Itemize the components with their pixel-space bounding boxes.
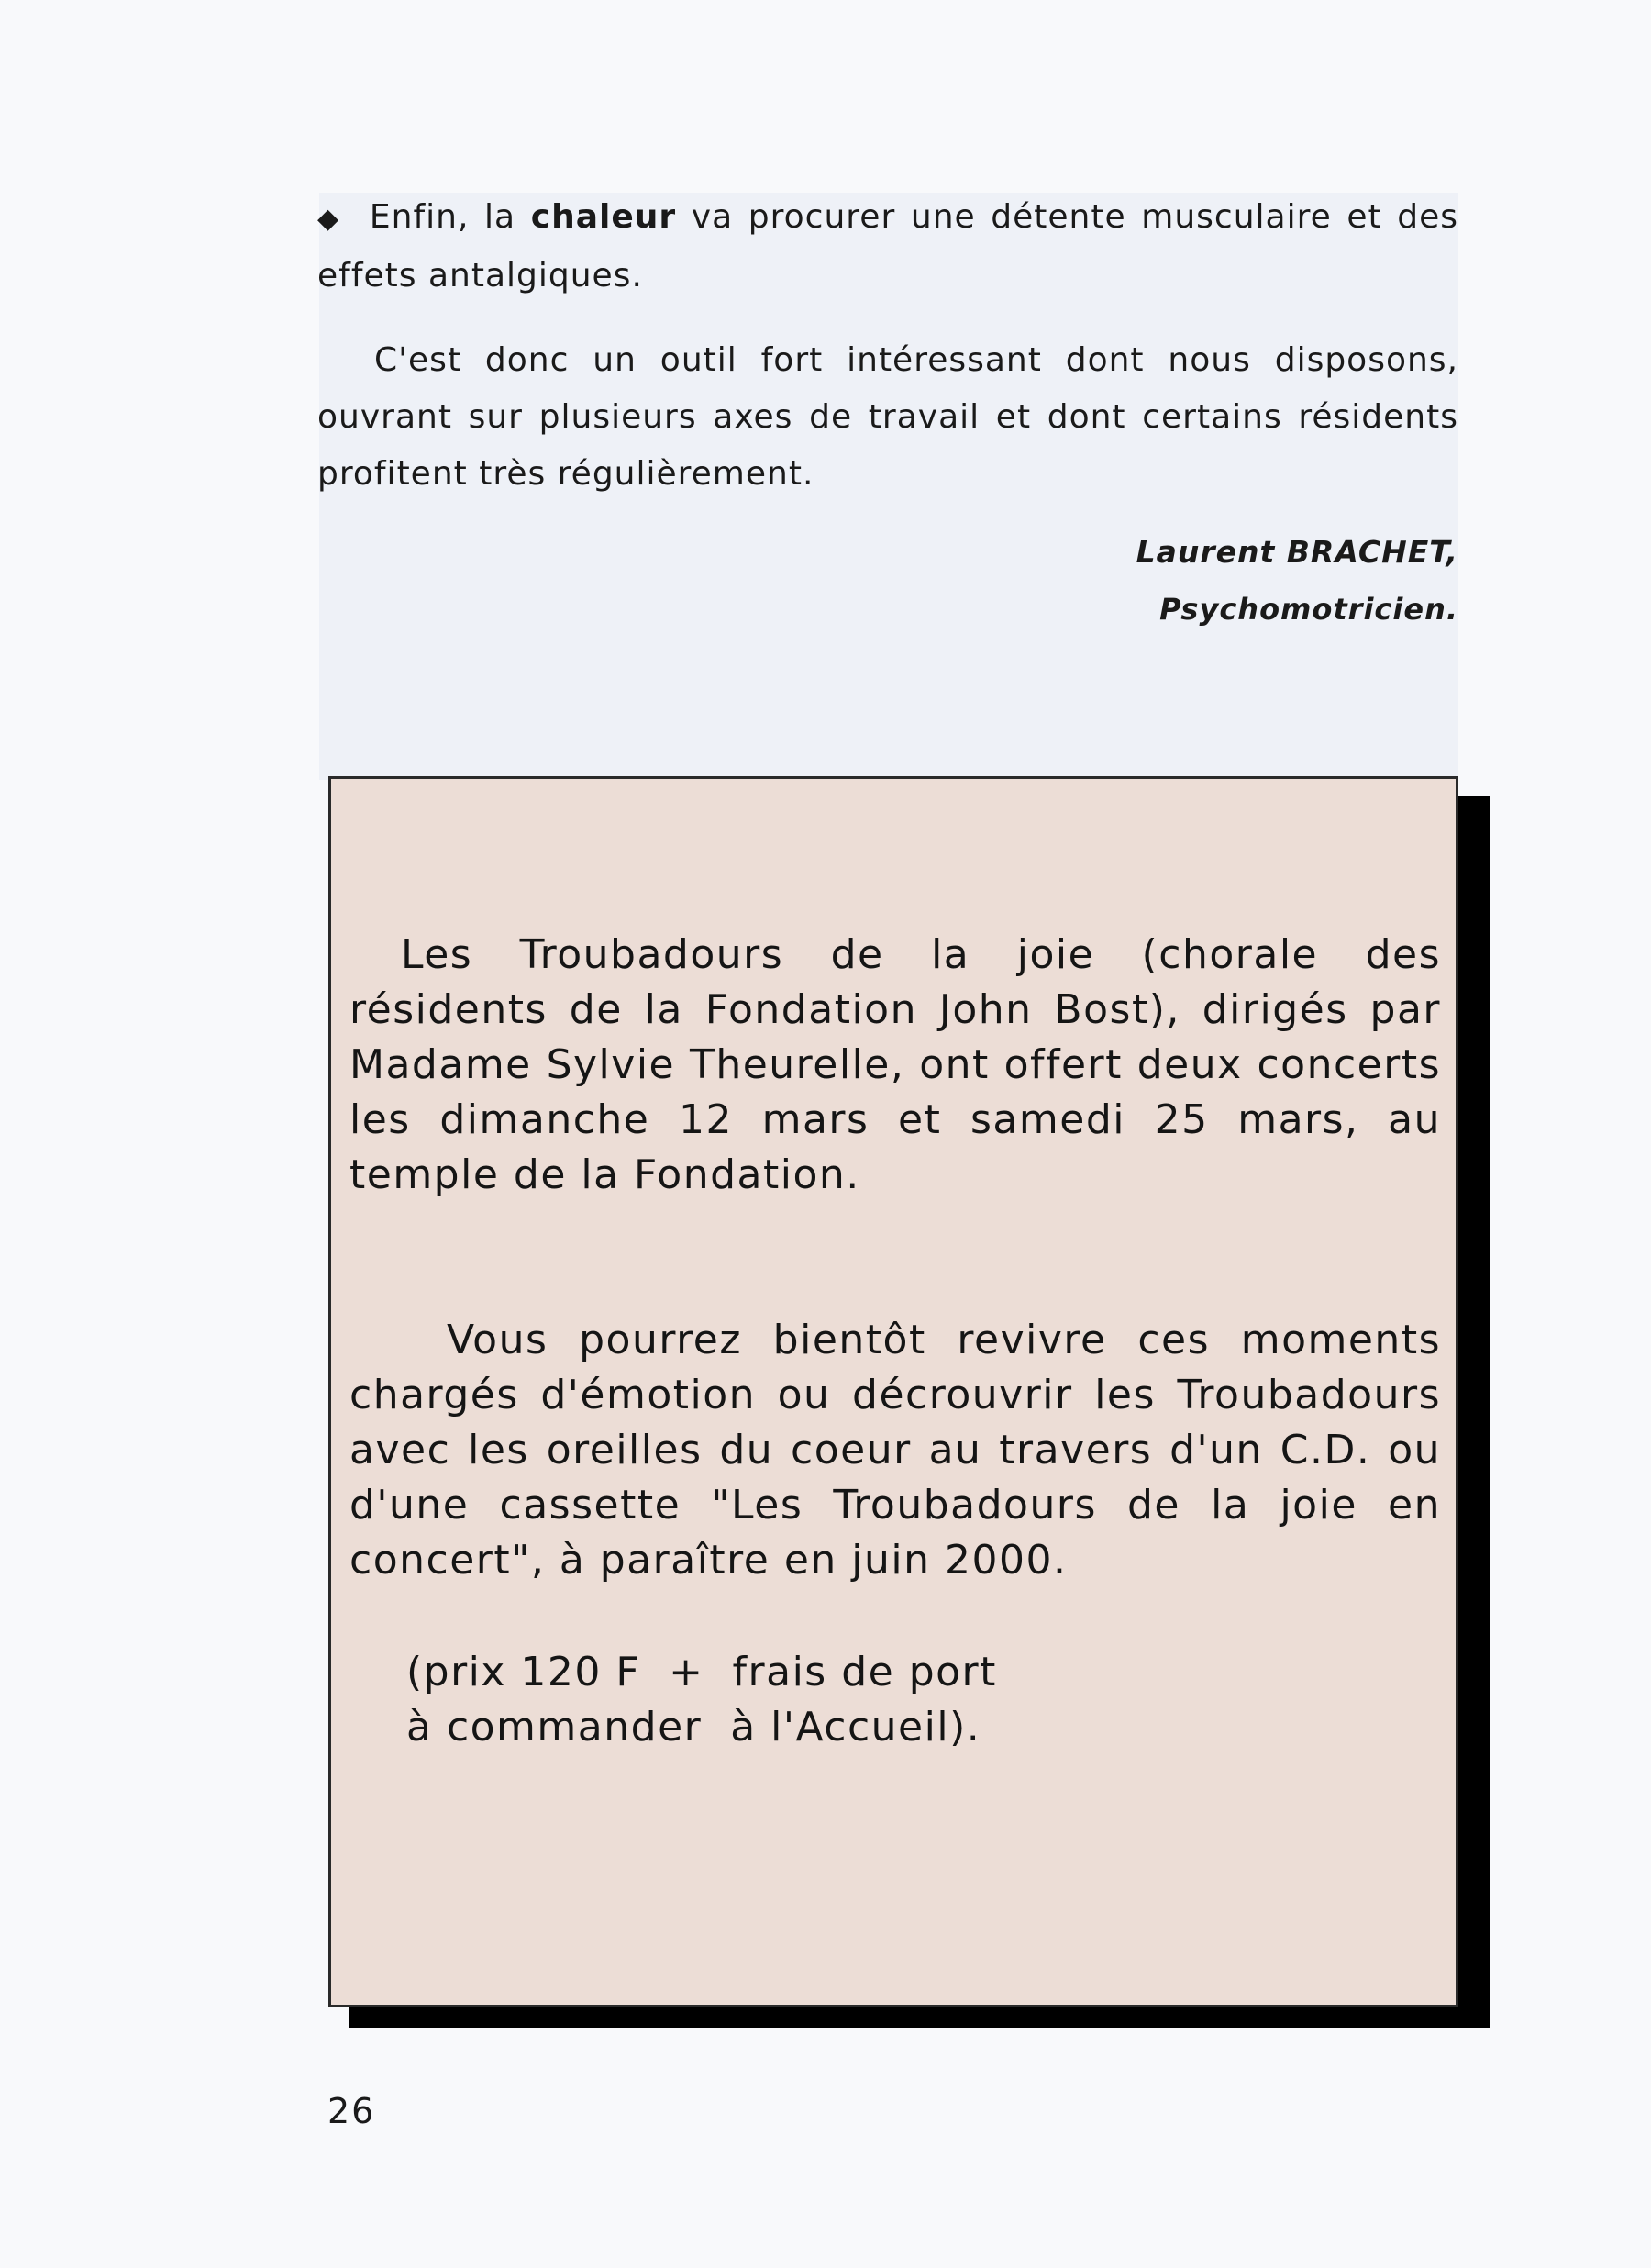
author-signature: [1136, 524, 1458, 638]
bullet-paragraph: [317, 189, 1458, 305]
diamond-bullet-icon: ◆: [317, 203, 344, 235]
bullet-bold-word: chaleur: [530, 198, 677, 236]
page-number: 26: [327, 2091, 376, 2131]
price-note: [406, 1645, 1324, 1755]
announcement-box: [328, 776, 1458, 2007]
announcement-paragraph-concerts: Les Troubadours de la joie (chorale des résidents de la Fondation John Bost), dirigés par Madame Sylvie Theurelle, ont offert deux concerts les dimanche 12 mars et samedi 25 mars, au temple de la Fondation.: [349, 931, 1441, 1198]
bullet-text-start: Enfin, la: [369, 198, 516, 236]
bullet-text-end: va procurer une détente musculaire et des effets antalgiques.: [317, 198, 1459, 295]
author-role: Psychomotricien.: [1159, 592, 1458, 627]
price-line-1: (prix 120 F + frais de port: [406, 1649, 997, 1695]
conclusion-paragraph: C'est donc un outil fort intéressant dont nous disposons, ouvrant sur plusieurs axes de travail et dont certains résidents profitent très régulièrement.: [317, 341, 1458, 493]
author-name: Laurent BRACHET,: [1136, 534, 1458, 570]
price-line-2: à commander à l'Accueil).: [406, 1704, 981, 1751]
announcement-paragraph-cd: Vous pourrez bientôt revivre ces moments chargés d'émotion ou décrouvrir les Troubadours avec les oreilles du coeur au travers d'un C.D. ou d'une cassette "Les Troubadours de la joie en concert", à paraître en juin 2000.: [349, 1317, 1441, 1584]
